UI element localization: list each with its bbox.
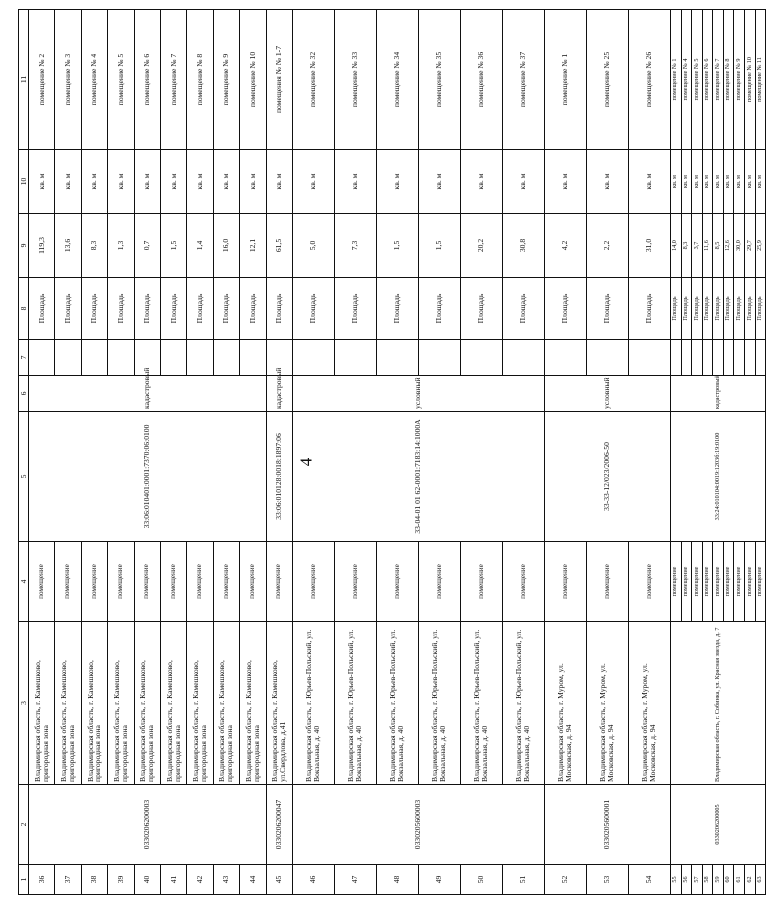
characteristic: Площадь <box>55 278 81 340</box>
characteristic: Площадь <box>755 278 766 340</box>
address: Владимирская область, г. Камешково, пригородная зона <box>213 622 239 785</box>
object-name: помещение <box>734 542 745 622</box>
blank-cell <box>108 340 134 376</box>
room-label: помещение № 5 <box>108 10 134 150</box>
object-name: помещение <box>681 542 692 622</box>
area-value: 3,7 <box>692 214 703 278</box>
object-name: помещение <box>745 542 756 622</box>
row-number: 41 <box>160 865 186 895</box>
unit: кв. м <box>670 150 681 214</box>
area-value: 4,2 <box>544 214 586 278</box>
address: Владимирская область, г. Камешково, пригородная зона <box>240 622 266 785</box>
area-value: 1,5 <box>418 214 460 278</box>
unit: кв. м <box>81 150 107 214</box>
cadastral-number: 33:06:010128:0018:1897:06 <box>266 412 292 542</box>
room-label: помещение № 5 <box>692 10 703 150</box>
object-name: помещение <box>502 542 544 622</box>
row-number: 56 <box>681 865 692 895</box>
room-label: помещение № 9 <box>734 10 745 150</box>
object-name: помещение <box>628 542 670 622</box>
column-number: 6 <box>19 376 29 412</box>
column-number: 9 <box>19 214 29 278</box>
room-label: помещение № 9 <box>213 10 239 150</box>
characteristic: Площадь <box>29 278 55 340</box>
unit: кв. м <box>266 150 292 214</box>
row-number: 38 <box>81 865 107 895</box>
column-number: 1 <box>19 865 29 895</box>
characteristic: Площадь <box>376 278 418 340</box>
property-table <box>18 9 766 895</box>
characteristic: Площадь <box>334 278 376 340</box>
area-value: 8,5 <box>713 214 724 278</box>
area-value: 0,7 <box>134 214 160 278</box>
room-label: помещение № 11 <box>755 10 766 150</box>
area-value: 30,8 <box>502 214 544 278</box>
unit: кв. м <box>55 150 81 214</box>
number-type: кадастровый <box>29 376 267 412</box>
area-value: 14,0 <box>670 214 681 278</box>
object-name: помещение <box>160 542 186 622</box>
characteristic: Площадь <box>681 278 692 340</box>
area-value: 2,2 <box>586 214 628 278</box>
row-number: 47 <box>334 865 376 895</box>
area-value: 25,9 <box>755 214 766 278</box>
unit: кв. м <box>418 150 460 214</box>
unit: кв. м <box>187 150 213 214</box>
address: Владимирская область, г. Юрьев-Польский, ул. Вокзальная, д. 40 <box>418 622 460 785</box>
object-name: помещение <box>55 542 81 622</box>
room-label: помещение № 10 <box>745 10 756 150</box>
object-name: помещение <box>755 542 766 622</box>
object-name: помещение <box>187 542 213 622</box>
characteristic: Площадь <box>544 278 586 340</box>
room-label: помещение № 8 <box>723 10 734 150</box>
characteristic: Площадь <box>670 278 681 340</box>
blank-cell <box>713 340 724 376</box>
blank-cell <box>460 340 502 376</box>
row-number: 58 <box>702 865 713 895</box>
blank-cell <box>160 340 186 376</box>
area-value: 20,2 <box>460 214 502 278</box>
blank-cell <box>586 340 628 376</box>
unit: кв. м <box>544 150 586 214</box>
object-name: помещение <box>213 542 239 622</box>
unit: кв. м <box>240 150 266 214</box>
unit: кв. м <box>29 150 55 214</box>
room-label: помещение № 34 <box>376 10 418 150</box>
room-label: помещение № 1 <box>544 10 586 150</box>
characteristic: Площадь <box>628 278 670 340</box>
unit: кв. м <box>502 150 544 214</box>
cadastral-number: 33:06:010401:0001:7370:06:0100 <box>29 412 267 542</box>
unit: кв. м <box>334 150 376 214</box>
row-number: 45 <box>266 865 292 895</box>
characteristic: Площадь <box>702 278 713 340</box>
column-number: 10 <box>19 150 29 214</box>
page-number: 4 <box>296 457 316 467</box>
object-name: помещение <box>134 542 160 622</box>
object-name: помещение <box>240 542 266 622</box>
row-number: 53 <box>586 865 628 895</box>
room-label: помещение № 8 <box>187 10 213 150</box>
room-label: помещение № 10 <box>240 10 266 150</box>
object-name: помещение <box>334 542 376 622</box>
room-label: помещение № 7 <box>160 10 186 150</box>
row-number: 48 <box>376 865 418 895</box>
object-name: помещение <box>376 542 418 622</box>
blank-cell <box>734 340 745 376</box>
object-name: помещение <box>81 542 107 622</box>
number-type: условный <box>292 376 544 412</box>
row-number: 37 <box>55 865 81 895</box>
characteristic: Площадь <box>160 278 186 340</box>
area-value: 13,6 <box>55 214 81 278</box>
object-name: помещение <box>544 542 586 622</box>
row-number: 55 <box>670 865 681 895</box>
object-name: помещение <box>702 542 713 622</box>
object-code: 0330206200005 <box>670 785 765 865</box>
blank-cell <box>745 340 756 376</box>
area-value: 1,5 <box>376 214 418 278</box>
characteristic: Площадь <box>723 278 734 340</box>
area-value: 12,6 <box>723 214 734 278</box>
cadastral-number: 33:24:010104:0019:1203б:19:0100 <box>670 412 765 542</box>
column-number: 5 <box>19 412 29 542</box>
characteristic: Площадь <box>240 278 266 340</box>
unit: кв. м <box>160 150 186 214</box>
blank-cell <box>692 340 703 376</box>
address: Владимирская область, г. Камешково, пригородная зона <box>55 622 81 785</box>
area-value: 7,3 <box>334 214 376 278</box>
blank-cell <box>81 340 107 376</box>
row-number: 49 <box>418 865 460 895</box>
area-value: 119,3 <box>29 214 55 278</box>
area-value: 1,3 <box>108 214 134 278</box>
row-number: 62 <box>745 865 756 895</box>
unit: кв. м <box>460 150 502 214</box>
object-code: 0330206200047 <box>266 785 292 865</box>
area-value: 12,1 <box>240 214 266 278</box>
object-code: 0330205600003 <box>292 785 544 865</box>
unit: кв. м <box>702 150 713 214</box>
row-number: 43 <box>213 865 239 895</box>
characteristic: Площадь <box>713 278 724 340</box>
characteristic: Площадь <box>81 278 107 340</box>
blank-cell <box>418 340 460 376</box>
blank-cell <box>628 340 670 376</box>
row-number: 46 <box>292 865 334 895</box>
cadastral-number: 33-04-01 01 62-0001:7183:14:1000А <box>292 412 544 542</box>
row-number: 54 <box>628 865 670 895</box>
cadastral-number: 33-33-12/023/2006-50 <box>544 412 670 542</box>
area-value: 30,0 <box>734 214 745 278</box>
blank-cell <box>187 340 213 376</box>
table-row <box>292 10 334 895</box>
object-name: помещение <box>713 542 724 622</box>
table-row <box>266 10 292 895</box>
column-number: 3 <box>19 622 29 785</box>
blank-cell <box>681 340 692 376</box>
row-number: 59 <box>713 865 724 895</box>
blank-cell <box>29 340 55 376</box>
characteristic: Площадь <box>134 278 160 340</box>
blank-cell <box>376 340 418 376</box>
address: Владимирская область, г. Юрьев-Польский, ул. Вокзальная, д. 40 <box>334 622 376 785</box>
blank-cell <box>240 340 266 376</box>
unit: кв. м <box>681 150 692 214</box>
room-label: помещение № 4 <box>681 10 692 150</box>
row-number: 50 <box>460 865 502 895</box>
rotated-table-sheet <box>18 10 764 895</box>
object-name: помещение <box>586 542 628 622</box>
characteristic: Площадь <box>692 278 703 340</box>
room-label: помещение № 35 <box>418 10 460 150</box>
object-code: 0330206200003 <box>29 785 267 865</box>
characteristic: Площадь <box>460 278 502 340</box>
blank-cell <box>755 340 766 376</box>
object-name: помещение <box>108 542 134 622</box>
unit: кв. м <box>734 150 745 214</box>
area-value: 8,3 <box>681 214 692 278</box>
unit: кв. м <box>755 150 766 214</box>
room-label: помещение № 32 <box>292 10 334 150</box>
blank-cell <box>670 340 681 376</box>
unit: кв. м <box>376 150 418 214</box>
characteristic: Площадь <box>108 278 134 340</box>
room-label: помещение № 36 <box>460 10 502 150</box>
number-type: условный <box>544 376 670 412</box>
blank-cell <box>702 340 713 376</box>
object-name: помещение <box>29 542 55 622</box>
address: Владимирская область, г. Муром, ул. Московская, д. 94 <box>628 622 670 785</box>
room-label: помещение № 25 <box>586 10 628 150</box>
object-name: помещение <box>670 542 681 622</box>
room-label: помещение № 7 <box>713 10 724 150</box>
unit: кв. м <box>713 150 724 214</box>
unit: кв. м <box>213 150 239 214</box>
column-number: 7 <box>19 340 29 376</box>
address: Владимирская область, г. Муром, ул. Московская, д. 94 <box>586 622 628 785</box>
characteristic: Площадь <box>213 278 239 340</box>
address: Владимирская область, г. Камешково, пригородная зона <box>29 622 55 785</box>
unit: кв. м <box>692 150 703 214</box>
row-number: 39 <box>108 865 134 895</box>
characteristic: Площадь <box>586 278 628 340</box>
table-row <box>670 10 681 895</box>
column-number: 4 <box>19 542 29 622</box>
address: Владимирская область, г. Юрьев-Польский, ул. Вокзальная, д. 40 <box>502 622 544 785</box>
unit: кв. м <box>134 150 160 214</box>
unit: кв. м <box>586 150 628 214</box>
room-label: помещение № 1 <box>670 10 681 150</box>
row-number: 57 <box>692 865 703 895</box>
address: Владимирская область, г. Камешково, пригородная зона <box>134 622 160 785</box>
address: Владимирская область, г. Собинка, ул. Красная звезда, д. 7 <box>670 622 765 785</box>
address: Владимирская область, г. Камешково, пригородная зона <box>187 622 213 785</box>
area-value: 31,0 <box>628 214 670 278</box>
area-value: 11,6 <box>702 214 713 278</box>
room-label: помещения № № 1-7 <box>266 10 292 150</box>
blank-cell <box>292 340 334 376</box>
unit: кв. м <box>723 150 734 214</box>
blank-cell <box>723 340 734 376</box>
characteristic: Площадь <box>187 278 213 340</box>
table-row <box>29 10 55 895</box>
room-label: помещение № 3 <box>55 10 81 150</box>
room-label: помещение № 6 <box>702 10 713 150</box>
characteristic: Площадь <box>292 278 334 340</box>
row-number: 61 <box>734 865 745 895</box>
number-type: кадастровый <box>266 376 292 412</box>
characteristic: Площадь <box>502 278 544 340</box>
blank-cell <box>55 340 81 376</box>
address: Владимирская область, г. Камешково, пригородная зона <box>108 622 134 785</box>
row-number: 51 <box>502 865 544 895</box>
address: Владимирская область, г. Муром, ул. Московская, д. 94 <box>544 622 586 785</box>
room-label: помещение № 4 <box>81 10 107 150</box>
address: Владимирская область, г. Камешково, пригородная зона <box>81 622 107 785</box>
room-label: помещение № 33 <box>334 10 376 150</box>
column-number: 11 <box>19 10 29 150</box>
area-value: 1,4 <box>187 214 213 278</box>
room-label: помещение № 2 <box>29 10 55 150</box>
area-value: 1,5 <box>160 214 186 278</box>
unit: кв. м <box>292 150 334 214</box>
room-label: помещение № 37 <box>502 10 544 150</box>
address: Владимирская область, г. Камешково, ул.Свердлова, д.41 <box>266 622 292 785</box>
number-type: кадастровый <box>670 376 765 412</box>
address: Владимирская область, г. Юрьев-Польский, ул. Вокзальная, д. 40 <box>292 622 334 785</box>
object-code: 0330205600001 <box>544 785 670 865</box>
area-value: 29,7 <box>745 214 756 278</box>
table-row <box>544 10 586 895</box>
blank-cell <box>213 340 239 376</box>
object-name: помещение <box>418 542 460 622</box>
table-header-row <box>19 10 29 895</box>
area-value: 61,5 <box>266 214 292 278</box>
object-name: помещение <box>692 542 703 622</box>
object-name: помещение <box>266 542 292 622</box>
blank-cell <box>502 340 544 376</box>
characteristic: Площадь <box>745 278 756 340</box>
characteristic: Площадь <box>266 278 292 340</box>
row-number: 40 <box>134 865 160 895</box>
row-number: 44 <box>240 865 266 895</box>
blank-cell <box>334 340 376 376</box>
unit: кв. м <box>108 150 134 214</box>
row-number: 52 <box>544 865 586 895</box>
address: Владимирская область, г. Камешково, пригородная зона <box>160 622 186 785</box>
address: Владимирская область, г. Юрьев-Польский, ул. Вокзальная, д. 40 <box>376 622 418 785</box>
room-label: помещение № 6 <box>134 10 160 150</box>
unit: кв. м <box>628 150 670 214</box>
row-number: 60 <box>723 865 734 895</box>
characteristic: Площадь <box>734 278 745 340</box>
area-value: 16,0 <box>213 214 239 278</box>
address: Владимирская область, г. Юрьев-Польский, ул. Вокзальная, д. 40 <box>460 622 502 785</box>
row-number: 42 <box>187 865 213 895</box>
area-value: 8,3 <box>81 214 107 278</box>
room-label: помещение № 26 <box>628 10 670 150</box>
area-value: 5,0 <box>292 214 334 278</box>
column-number: 2 <box>19 785 29 865</box>
object-name: помещение <box>292 542 334 622</box>
object-name: помещение <box>723 542 734 622</box>
row-number: 36 <box>29 865 55 895</box>
row-number: 63 <box>755 865 766 895</box>
object-name: помещение <box>460 542 502 622</box>
blank-cell <box>544 340 586 376</box>
unit: кв. м <box>745 150 756 214</box>
column-number: 8 <box>19 278 29 340</box>
characteristic: Площадь <box>418 278 460 340</box>
